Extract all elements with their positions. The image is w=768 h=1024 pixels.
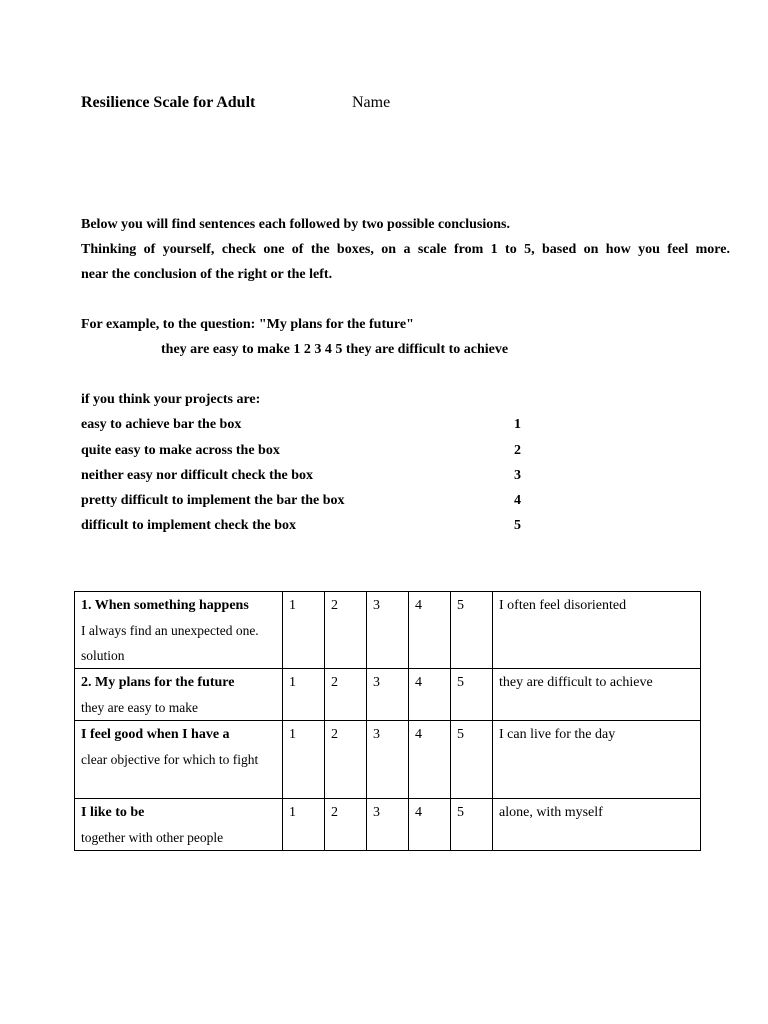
statement-cell <box>75 721 283 799</box>
table-row <box>75 669 701 721</box>
scale-option-3[interactable]: 3 <box>367 799 409 851</box>
scale-option-3[interactable]: 3 <box>367 592 409 669</box>
statement-cell <box>75 592 283 669</box>
scale-option-5[interactable]: 5 <box>451 592 493 669</box>
statement-sub: they are easy to make <box>81 700 198 715</box>
legend-value: 4 <box>514 493 521 509</box>
scale-option-5[interactable]: 5 <box>451 669 493 721</box>
scale-option-3[interactable]: 3 <box>367 721 409 799</box>
scale-option-5[interactable]: 5 <box>451 721 493 799</box>
scale-option-4[interactable]: 4 <box>409 592 451 669</box>
example-block <box>81 312 730 362</box>
scale-option-4[interactable]: 4 <box>409 669 451 721</box>
scale-option-5[interactable]: 5 <box>451 799 493 851</box>
statement-main: I like to be <box>81 805 145 820</box>
conclusion-cell: I can live for the day <box>493 721 701 799</box>
scale-option-1[interactable]: 1 <box>283 592 325 669</box>
example-question: For example, to the question: "My plans for the future" <box>81 317 414 332</box>
statement-cell <box>75 669 283 721</box>
legend-row <box>81 438 521 463</box>
statement-sub: together with other people <box>81 830 224 845</box>
legend-row <box>81 463 521 488</box>
statement-main: I feel good when I have a <box>81 727 230 742</box>
legend-value: 5 <box>514 518 521 534</box>
legend-text: pretty difficult to implement the bar the box <box>81 493 345 509</box>
title-row <box>81 94 391 112</box>
legend-value: 1 <box>514 417 521 433</box>
conclusion-cell: I often feel disoriented <box>493 592 701 669</box>
statement-main: 1. When something happens <box>81 598 249 613</box>
scale-option-4[interactable]: 4 <box>409 799 451 851</box>
table-row <box>75 721 701 799</box>
name-label: Name <box>352 94 391 111</box>
conclusion-cell: they are difficult to achieve <box>493 669 701 721</box>
scale-option-2[interactable]: 2 <box>325 799 367 851</box>
legend-value: 2 <box>514 442 521 458</box>
scale-option-2[interactable]: 2 <box>325 669 367 721</box>
legend-row <box>81 513 521 538</box>
scale-option-2[interactable]: 2 <box>325 721 367 799</box>
scale-legend <box>81 387 521 539</box>
scale-option-2[interactable]: 2 <box>325 592 367 669</box>
instructions <box>81 212 730 287</box>
scale-option-4[interactable]: 4 <box>409 721 451 799</box>
scale-option-1[interactable]: 1 <box>283 721 325 799</box>
statement-main: 2. My plans for the future <box>81 675 235 690</box>
legend-heading: if you think your projects are: <box>81 392 261 407</box>
conclusion-cell: alone, with myself <box>493 799 701 851</box>
statement-sub: I always find an unexpected one. solution <box>81 623 259 663</box>
statement-sub: clear objective for which to fight <box>81 752 259 767</box>
legend-text: difficult to implement check the box <box>81 518 297 534</box>
document-title: Resilience Scale for Adult <box>81 94 256 111</box>
legend-text: neither easy nor difficult check the box <box>81 467 314 483</box>
legend-row <box>81 412 521 437</box>
legend-text: quite easy to make across the box <box>81 442 280 458</box>
legend-value: 3 <box>514 467 521 483</box>
resilience-scale-table <box>74 591 701 851</box>
example-scale-line: they are easy to make 1 2 3 4 5 they are difficult to achieve <box>161 342 509 357</box>
scale-option-1[interactable]: 1 <box>283 799 325 851</box>
instruction-line-1: Below you will find sentences each followed by two possible conclusions. <box>81 217 510 232</box>
scale-option-3[interactable]: 3 <box>367 669 409 721</box>
legend-row <box>81 488 521 513</box>
legend-text: easy to achieve bar the box <box>81 417 242 433</box>
instruction-line-2: Thinking of yourself, check one of the boxes, on a scale from 1 to 5, based on how you feel more. <box>81 242 730 257</box>
scale-option-1[interactable]: 1 <box>283 669 325 721</box>
table-row <box>75 592 701 669</box>
statement-cell <box>75 799 283 851</box>
instruction-line-3: near the conclusion of the right or the left. <box>81 267 333 282</box>
table-row <box>75 799 701 851</box>
